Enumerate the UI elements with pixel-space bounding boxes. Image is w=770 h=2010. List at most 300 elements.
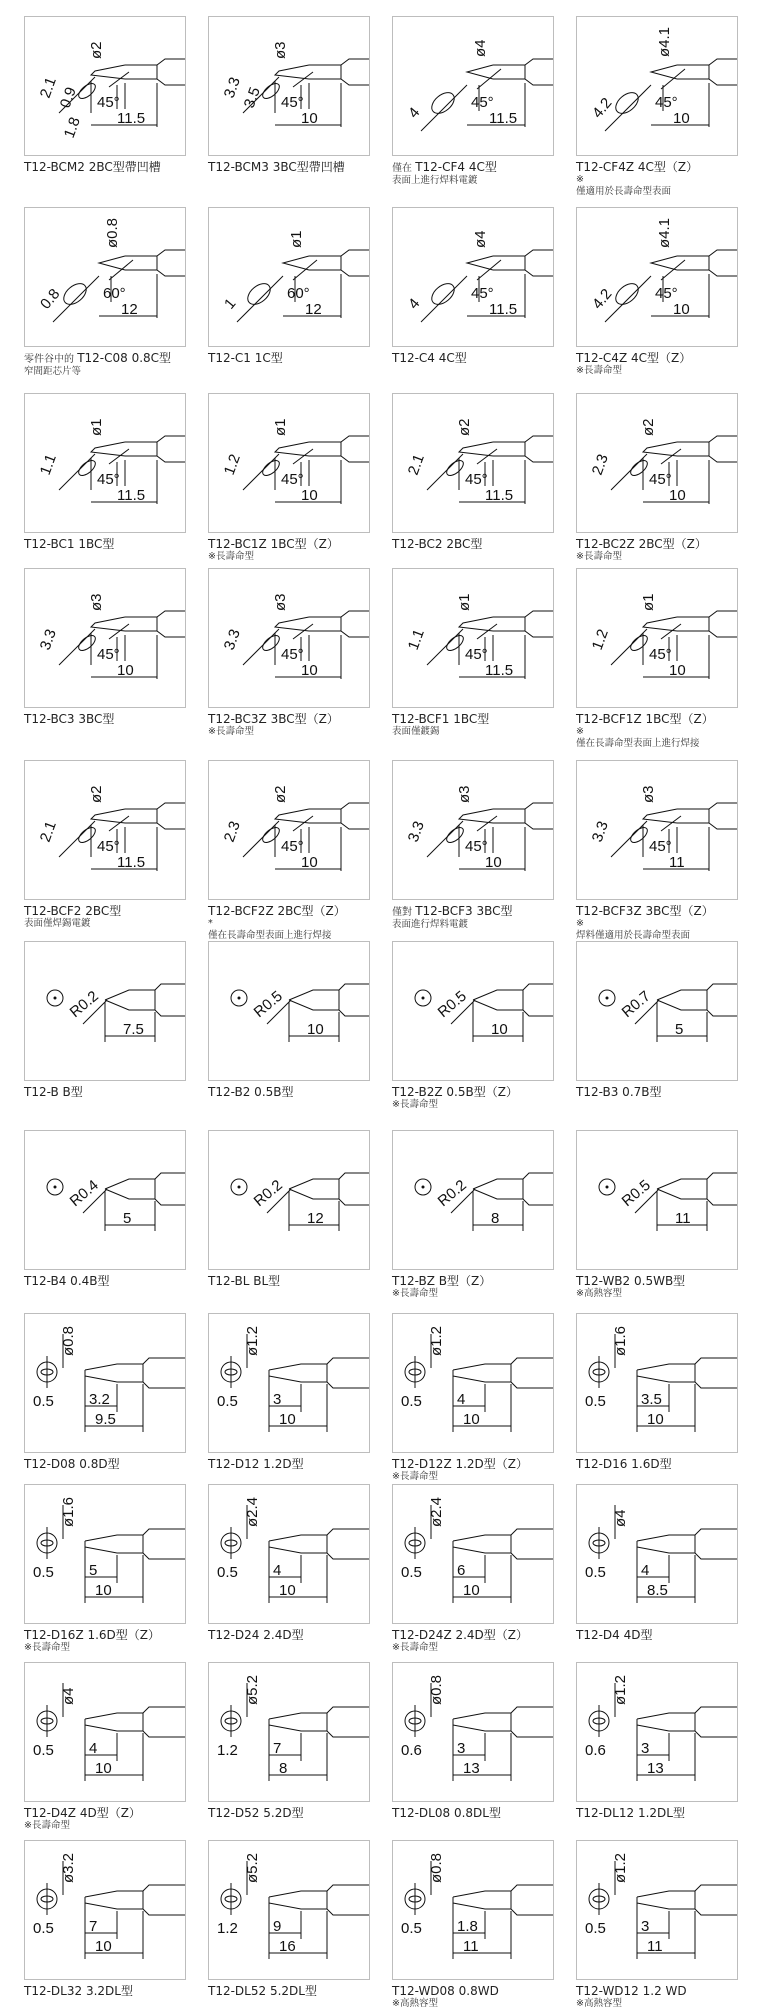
face-ellipse [628,458,650,479]
tip-model-name: T12-BC2 2BC型 [392,537,483,551]
tip-drawing [25,17,185,155]
tip-drawing [577,1314,737,1452]
radius-label: R0.5 [618,1176,654,1211]
tip-bevel [643,442,677,456]
tip-card [24,1130,189,1288]
tip-caption [208,537,373,551]
tip-shank [85,1885,185,1915]
total-length-label: 10 [279,1411,296,1428]
tip-drawing [577,569,737,707]
tip-bevel [275,617,309,631]
tip-model-name: T12-C4 4C型 [392,351,467,365]
diameter-label: ø4 [612,1509,629,1527]
thickness-label: 0.5 [401,1393,422,1410]
diameter-label: ø2.4 [428,1496,445,1527]
tip-shank [85,1529,185,1559]
tip-drawing-frame [576,1662,738,1802]
length-label: 7.5 [123,1021,144,1038]
length-label: 5 [675,1021,684,1038]
tip-drawing [577,1663,737,1801]
tip-shank [677,803,737,829]
tip-caption [392,1274,557,1288]
face-width-label: 2.1 [404,451,428,478]
tip-drawing [25,761,185,899]
tip-model-name: T12-BC1 1BC型 [24,537,115,551]
diameter-label: ø3 [272,41,289,59]
length-label: 11.5 [117,487,146,504]
tip-shank [677,250,737,276]
tip-card [208,393,373,563]
diameter-label: ø1.2 [244,1325,261,1356]
tip-bevel [91,809,125,823]
flat-length-label: 4 [89,1740,98,1757]
tip-shank [637,1358,737,1388]
tip-drawing-frame [208,16,370,156]
tip-card [24,1662,189,1832]
tip-note: ※長壽命型 [392,1471,438,1482]
diameter-label: ø1 [456,593,473,611]
tip-drawing-frame [208,1313,370,1453]
face-width-label: 2.1 [36,74,60,101]
tip-model-name: T12-BCF3 3BC型 [415,904,513,918]
tip-drawing [25,208,185,346]
flat-length-label: 7 [89,1918,98,1935]
diameter-label: ø4 [472,230,489,248]
tip-drawing-frame [208,1662,370,1802]
tip-drawing-frame [576,760,738,900]
diameter-label: ø3 [272,593,289,611]
tip-note: 表面僅鍍錫 [392,726,440,737]
tip-caption-prefix: 僅在 [392,163,416,174]
tip-caption [24,537,189,551]
length-label: 11.5 [485,662,514,679]
tip-shank [493,59,553,85]
tip-drawing-frame [208,568,370,708]
tip-drawing [25,1314,185,1452]
diameter-label: ø4 [472,39,489,57]
tip-model-name: T12-D52 5.2D型 [208,1806,304,1820]
tip-drawing-frame [24,207,186,347]
tip-drawing [209,761,369,899]
tip-model-name: T12-CF4Z 4C型（Z） [576,160,699,174]
angle-label: 45° [97,94,120,111]
diameter-label: ø1.2 [612,1852,629,1883]
tip-drawing [209,1314,369,1452]
tip-card [576,941,741,1099]
thickness-label: 0.5 [401,1920,422,1937]
total-length-label: 10 [95,1760,112,1777]
tip-caption [392,1628,557,1642]
tip-drawing [25,1841,185,1979]
tip-shank [473,1173,553,1205]
tip-card [208,16,373,174]
face-ellipse [444,825,466,846]
tip-note: 表面進行焊料電鍍 [392,919,469,930]
face-ellipse [76,825,98,846]
tip-cone [283,256,309,270]
tip-drawing [209,1663,369,1801]
tip-drawing-frame [392,1313,554,1453]
tip-drawing [577,208,737,346]
diameter-label: ø0.8 [428,1852,445,1883]
angle-label: 45° [97,838,120,855]
tip-note: ※高熱容型 [392,1998,438,2009]
tip-note: ※長壽命型 [24,1642,70,1653]
tip-caption [392,537,557,551]
tip-model-name: T12-DL52 5.2DL型 [208,1984,317,1998]
tip-card [576,1840,741,2010]
face-dim-line [421,276,467,322]
tip-drawing-frame [24,1662,186,1802]
length-label: 5 [123,1210,132,1227]
tip-caption [392,1085,557,1099]
tip-caption [392,712,557,726]
tip-note: ※長壽命型 [392,1099,438,1110]
tip-shank [309,59,369,85]
length-label: 10 [301,854,318,871]
tip-caption-prefix: 僅對 [392,907,416,918]
tip-note: * [208,918,213,929]
tip-drawing-frame [392,1484,554,1624]
face-ellipse [260,633,282,654]
tip-caption [24,351,189,366]
tip-bevel [275,65,309,79]
angle-label: 45° [281,646,304,663]
tip-caption [392,1984,557,1998]
tip-card [208,1130,373,1288]
face-width-label: 1 [221,295,240,313]
length-label: 11.5 [485,487,514,504]
tip-bevel [459,442,493,456]
tip-bevel [275,442,309,456]
total-length-label: 8 [279,1760,288,1777]
radius-label: R0.5 [250,987,286,1022]
flat-length-label: 3 [641,1918,650,1935]
tip-bevel [459,617,493,631]
tip-shank [657,984,737,1016]
tip-caption [24,1628,189,1642]
thickness-label: 0.5 [585,1564,606,1581]
tip-card [24,1313,189,1471]
tip-drawing [25,942,185,1080]
tip-model-name: T12-DL12 1.2DL型 [576,1806,685,1820]
face-width-label: 3.3 [220,626,244,653]
tip-caption [576,160,741,174]
tip-shank [637,1707,737,1737]
tip-drawing-frame [24,1484,186,1624]
face-ellipse [444,633,466,654]
tip-model-name: T12-C1 1C型 [208,351,283,365]
angle-label: 45° [471,285,494,302]
tip-shank [493,250,553,276]
length-label: 10 [301,662,318,679]
tip-card [576,760,741,942]
tip-model-name: T12-BCM2 2BC型帶凹槽 [24,160,161,174]
tip-caption [24,1806,189,1820]
diameter-label: ø5.2 [244,1674,261,1705]
tip-card [576,1130,741,1300]
diameter-label: ø4 [60,1687,77,1705]
tip-model-name: T12-BC3 3BC型 [24,712,115,726]
tip-drawing-frame [576,1840,738,1980]
tip-card [392,207,557,365]
tip-shank [85,1707,185,1737]
tip-drawing [209,1841,369,1979]
tip-drawing [393,942,553,1080]
thickness-label: 0.5 [33,1564,54,1581]
total-length-label: 10 [463,1411,480,1428]
tip-card [24,393,189,551]
tip-card [576,207,741,377]
tip-caption [392,351,557,365]
radius-label: R0.4 [66,1176,102,1211]
tip-caption [208,712,373,726]
tip-card [24,1484,189,1654]
thickness-label: 0.6 [401,1742,422,1759]
face-width-label: 3.3 [36,626,60,653]
tip-card [392,941,557,1111]
tip-caption [392,904,557,919]
diameter-label: ø5.2 [244,1852,261,1883]
tip-model-name: T12-BC2Z 2BC型（Z） [576,537,707,551]
tip-card [392,1662,557,1820]
tip-model-name: T12-CF4 4C型 [415,160,497,174]
tip-drawing-frame [392,1840,554,1980]
tip-model-name: T12-BCF2Z 2BC型（Z） [208,904,346,918]
tip-card [208,1484,373,1642]
diameter-label: ø1.2 [612,1674,629,1705]
tip-shank [657,1173,737,1205]
angle-label: 45° [97,646,120,663]
tip-cone [467,65,493,79]
tip-shank [309,436,369,462]
tip-caption [576,537,741,551]
diameter-label: ø2 [272,785,289,803]
diameter-label: ø1 [88,418,105,436]
diameter-label: ø2 [88,41,105,59]
tip-model-name: T12-C4Z 4C型（Z） [576,351,692,365]
diameter-label: ø4.1 [656,26,673,57]
angle-label: 45° [649,646,672,663]
tip-note: ※長壽命型 [576,551,622,562]
tip-bevel [275,809,309,823]
tip-shank [637,1529,737,1559]
tip-model-name: T12-BZ B型（Z） [392,1274,492,1288]
length-label: 10 [485,854,502,871]
tip-caption [208,1085,373,1099]
tip-drawing [393,1131,553,1269]
tip-caption [576,1984,741,1998]
radius-label: R0.5 [434,987,470,1022]
face-sub-label: 3.5 [240,84,264,111]
tip-note: 窄間距芯片等 [24,366,82,377]
tip-card [208,941,373,1099]
face-dot [422,1186,425,1189]
tip-drawing [25,1131,185,1269]
radius-label: R0.2 [250,1176,286,1211]
radius-label: R0.2 [434,1176,470,1211]
diameter-label: ø1 [272,418,289,436]
length-label: 11 [669,854,685,871]
tip-model-name: T12-DL08 0.8DL型 [392,1806,501,1820]
tip-caption [576,712,741,726]
tip-bevel [91,617,125,631]
length-label: 10 [307,1021,324,1038]
tip-drawing [209,569,369,707]
tip-model-name: T12-BCM3 3BC型帶凹槽 [208,160,345,174]
length-label: 11 [675,1210,691,1227]
face-dot [422,997,425,1000]
tip-model-name: T12-D12Z 1.2D型（Z） [392,1457,529,1471]
tip-drawing-frame [24,1313,186,1453]
tip-drawing-frame [24,16,186,156]
angle-label: 60° [103,285,126,302]
tip-card [208,1662,373,1820]
tip-caption [208,351,373,365]
tip-shank [289,1173,369,1205]
tip-caption [576,1457,741,1471]
tip-drawing [209,208,369,346]
tip-drawing [209,394,369,532]
length-label: 10 [669,487,686,504]
tip-model-name: T12-D08 0.8D型 [24,1457,120,1471]
tip-note: 僅在長壽命型表面上進行焊接 [208,930,332,941]
tip-shank [493,803,553,829]
total-length-label: 11 [647,1938,663,1955]
tip-drawing [25,1485,185,1623]
tip-drawing-frame [392,1130,554,1270]
tip-shank [637,1885,737,1915]
angle-label: 45° [471,94,494,111]
tip-drawing [577,17,737,155]
flat-length-label: 4 [641,1562,650,1579]
face-dot [238,997,241,1000]
tip-card [24,207,189,378]
tip-model-name: T12-WB2 0.5WB型 [576,1274,686,1288]
length-label: 11.5 [489,301,518,318]
tip-card [392,1840,557,2010]
tip-card [208,568,373,738]
total-length-label: 10 [95,1938,112,1955]
thickness-label: 0.5 [585,1393,606,1410]
tip-drawing [393,1314,553,1452]
tip-note: ※長壽命型 [392,1642,438,1653]
length-label: 11.5 [489,110,518,127]
length-label: 10 [669,662,686,679]
flat-length-label: 7 [273,1740,282,1757]
diameter-label: ø2 [456,418,473,436]
tip-caption [24,160,189,174]
tip-note: ※ [576,918,584,929]
tip-caption [392,160,557,175]
thickness-label: 0.5 [33,1920,54,1937]
tip-caption [24,1457,189,1471]
tip-drawing-frame [208,207,370,347]
tip-caption [392,1806,557,1820]
tip-drawing [577,1841,737,1979]
radius-label: R0.2 [66,987,102,1022]
diameter-label: ø1 [288,230,305,248]
tip-cone [651,65,677,79]
flat-length-label: 9 [273,1918,282,1935]
tip-bevel [643,809,677,823]
diameter-label: ø0.8 [104,217,121,248]
face-ellipse [628,825,650,846]
face-width-label: 1.2 [220,451,244,478]
tip-drawing-frame [208,393,370,533]
tip-note: 焊料僅適用於長壽命型表面 [576,930,691,941]
face-ellipse [428,89,458,118]
tip-shank [269,1885,369,1915]
tip-drawing [25,569,185,707]
total-length-label: 13 [647,1760,664,1777]
tip-drawing [577,1131,737,1269]
tip-drawing-frame [208,760,370,900]
tip-cone [651,256,677,270]
tip-drawing-frame [392,1662,554,1802]
tip-model-name: T12-WD12 1.2 WD [576,1984,687,1998]
tip-bevel [91,442,125,456]
face-width-label: 4 [405,104,424,122]
face-depth-label: 1.8 [60,114,84,141]
diameter-label: ø0.8 [428,1674,445,1705]
tip-card [392,568,557,738]
tip-note: 僅在長壽命型表面上進行焊接 [576,738,700,749]
diameter-label: ø1 [640,593,657,611]
tip-cone [99,256,125,270]
face-ellipse [444,458,466,479]
face-ellipse [428,280,458,309]
tip-drawing-frame [392,393,554,533]
face-width-label: 2.1 [36,818,60,845]
tip-caption [24,904,189,918]
flat-length-label: 3 [641,1740,650,1757]
tip-card [24,760,189,930]
angle-label: 45° [655,285,678,302]
face-ellipse [612,89,642,118]
thickness-label: 1.2 [217,1742,238,1759]
tip-model-name: T12-BCF3Z 3BC型（Z） [576,904,714,918]
face-width-label: 2.3 [220,818,244,845]
tip-drawing-frame [392,941,554,1081]
angle-label: 45° [281,838,304,855]
tip-model-name: T12-D16Z 1.6D型（Z） [24,1628,161,1642]
tip-drawing [393,761,553,899]
face-ellipse [244,280,274,309]
tip-drawing-frame [576,1484,738,1624]
tip-drawing-frame [24,568,186,708]
length-label: 10 [673,110,690,127]
total-length-label: 10 [279,1582,296,1599]
tip-note: ※長壽命型 [208,726,254,737]
length-label: 11.5 [117,854,146,871]
tip-drawing-frame [392,568,554,708]
length-label: 12 [305,301,322,318]
tip-model-name: T12-B2Z 0.5B型（Z） [392,1085,518,1099]
tip-model-name: T12-BCF1Z 1BC型（Z） [576,712,714,726]
tip-drawing-frame [24,1840,186,1980]
angle-label: 45° [97,471,120,488]
angle-label: 45° [465,471,488,488]
tip-card [24,568,189,726]
tip-caption [208,1984,373,1998]
total-length-label: 10 [647,1411,664,1428]
tip-drawing-frame [576,568,738,708]
tip-caption [24,1085,189,1099]
angle-label: 45° [281,94,304,111]
flat-length-label: 4 [457,1391,466,1408]
tip-card [576,568,741,750]
